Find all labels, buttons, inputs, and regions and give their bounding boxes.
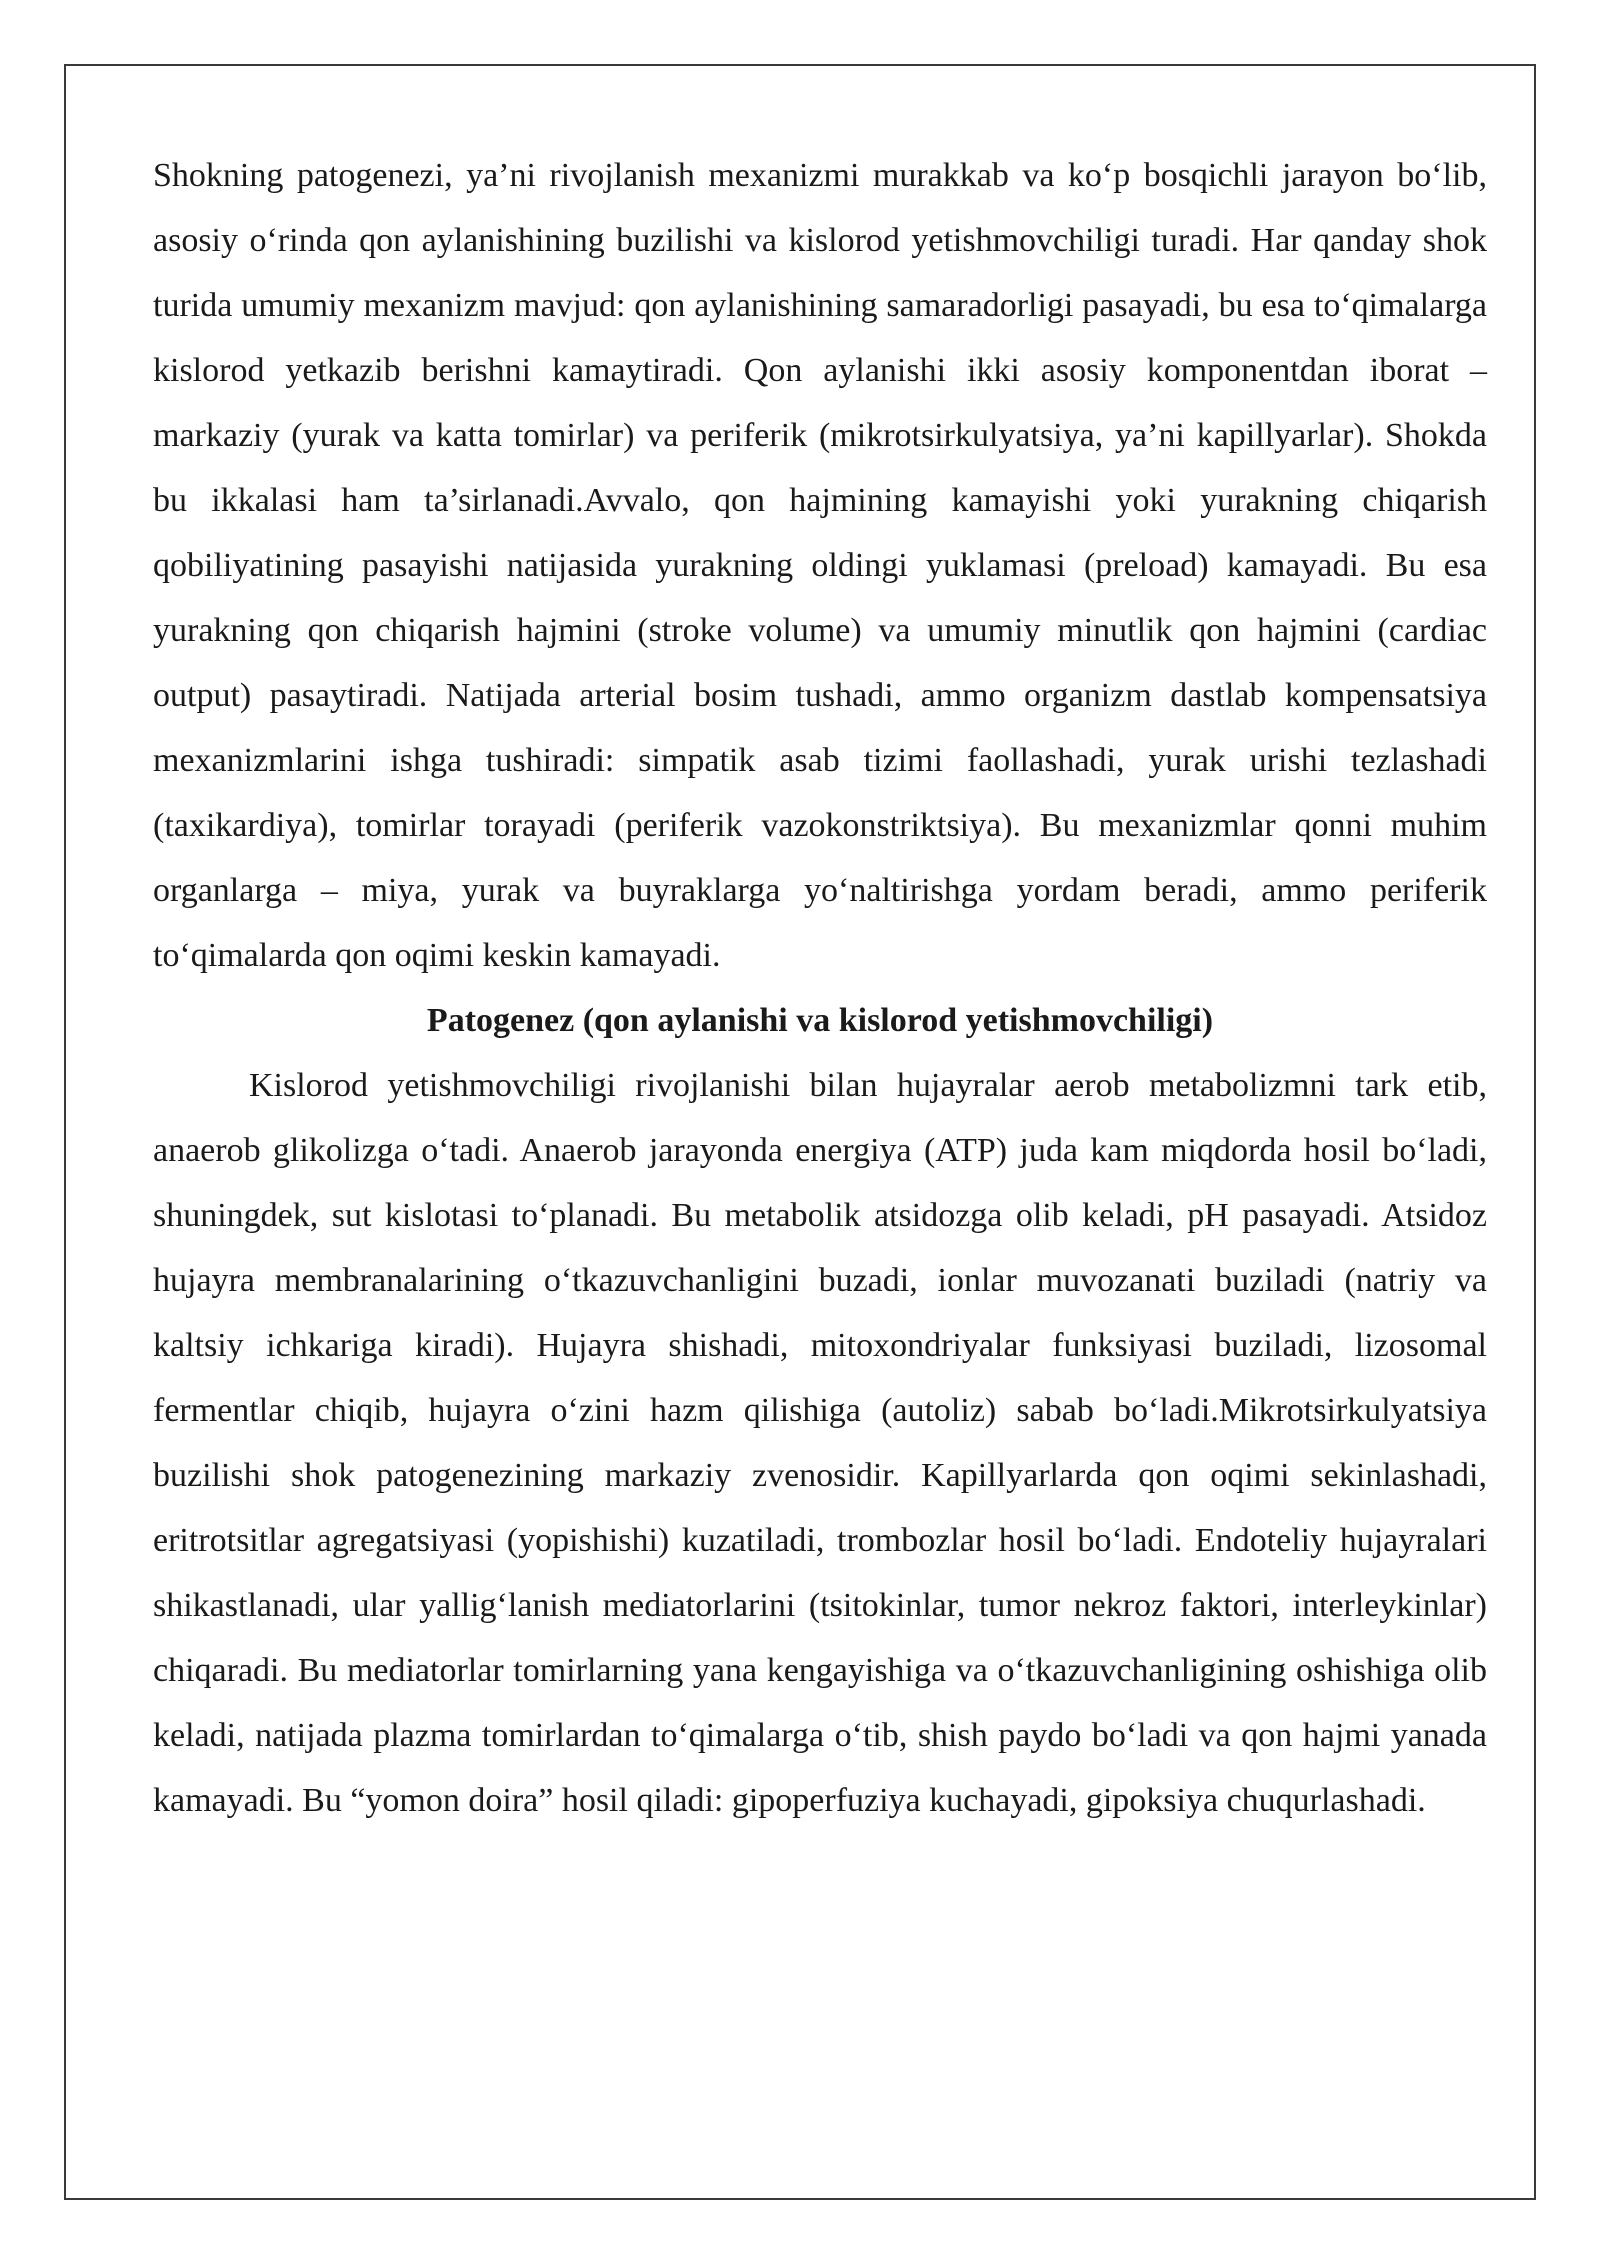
document-body: [153, 143, 1487, 1833]
paragraph-oxygen-deficiency: Kislorod yetishmovchiligi rivojlanishi bilan hujayralar aerob metabolizmni tark etib, anaerob glikolizga o‘tadi. Anaerob jarayonda energiya (ATP) juda kam miqdorda hosil bo‘ladi, shuningdek, sut kislotasi to‘planadi. Bu metabolik atsidozga olib keladi, pH pasayadi. Atsidoz hujayra membranalarining o‘tkazuvchanligini buzadi, ionlar muvozanati buziladi (natriy va kaltsiy ichkariga kiradi). Hujayra shishadi, mitoxondriyalar funksiyasi buziladi, lizosomal fermentlar chiqib, hujayra o‘zini hazm qilishiga (autoliz) sabab bo‘ladi.Mikrotsirkulyatsiya buzilishi shok patogenezining markaziy zvenosidir. Kapillyarlarda qon oqimi sekinlashadi, eritrotsitlar agregatsiyasi (yopishishi) kuzatiladi, trombozlar hosil bo‘ladi. Endoteliy hujayralari shikastlanadi, ular yallig‘lanish mediatorlarini (tsitokinlar, tumor nekroz faktori, interleykinlar) chiqaradi. Bu mediatorlar tomirlarning yana kengayishiga va o‘tkazuvchanligining oshishiga olib keladi, natijada plazma tomirlardan to‘qimalarga o‘tib, shish paydo bo‘ladi va qon hajmi yanada kamayadi. Bu “yomon doira” hosil qiladi: gipoperfuziya kuchayadi, gipoksiya chuqurlashadi.: [153, 1067, 1487, 1819]
paragraph-pathogenesis-intro: Shokning patogenezi, ya’ni rivojlanish mexanizmi murakkab va ko‘p bosqichli jarayon bo‘lib, asosiy o‘rinda qon aylanishining buzilishi va kislorod yetishmovchiligi turadi. Har qanday shok turida umumiy mexanizm mavjud: qon aylanishining samaradorligi pasayadi, bu esa to‘qimalarga kislorod yetkazib berishni kamaytiradi. Qon aylanishi ikki asosiy komponentdan iborat – markaziy (yurak va katta tomirlar) va periferik (mikrotsirkulyatsiya, ya’ni kapillyarlar). Shokda bu ikkalasi ham ta’sirlanadi.Avvalo, qon hajmining kamayishi yoki yurakning chiqarish qobiliyatining pasayishi natijasida yurakning oldingi yuklamasi (preload) kamayadi. Bu esa yurakning qon chiqarish hajmini (stroke volume) va umumiy minutlik qon hajmini (cardiac output) pasaytiradi. Natijada arterial bosim tushadi, ammo organizm dastlab kompensatsiya mexanizmlarini ishga tushiradi: simpatik asab tizimi faollashadi, yurak urishi tezlashadi (taxikardiya), tomirlar torayadi (periferik vazokonstriktsiya). Bu mexanizmlar qonni muhim organlarga – miya, yurak va buyraklarga yo‘naltirishga yordam beradi, ammo periferik to‘qimalarda qon oqimi keskin kamayadi.: [153, 157, 1487, 974]
section-heading: Patogenez (qon aylanishi va kislorod yetishmovchiligi): [426, 1002, 1214, 1039]
